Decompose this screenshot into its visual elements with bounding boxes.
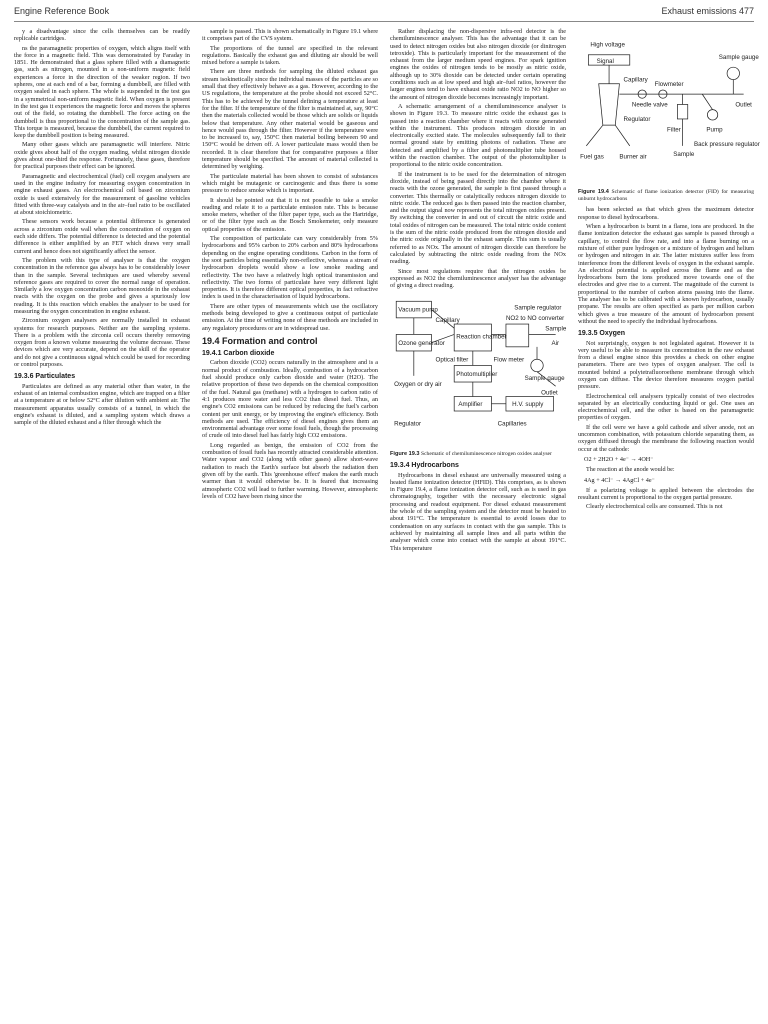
paragraph: Since most regulations require that the nitrogen oxides be expressed as NO2 the chemiluminescence analyser has the advantage of giving a direct reading. [390, 267, 566, 290]
diagram-label: NO2 to NO converter [505, 315, 565, 323]
diagram-label: Flowmeter [654, 80, 684, 88]
paragraph: If a polarizing voltage is applied between the electrodes the resultant current is proportional to the oxygen partial pressure. [578, 486, 754, 502]
column-4 [578, 28, 760, 1016]
diagram-label: Vacuum pump [398, 307, 438, 315]
header-left: Engine Reference Book [14, 6, 110, 16]
paragraph: Paramagnetic and electrochemical (fuel) cell oxygen analysers are used in the engine industry for measuring oxygen concentration in engine exhaust gases. An electrochemical cell based on zirconium oxide is used extensively for the measurement of gasoline vehicles fitted with three-way catalysts and in the air–fuel ratio to be oscillated at about stoichiometric. [14, 172, 190, 217]
paragraph: The proportions of the tunnel are specified in the relevant regulations. Basically the exhaust gas and diluting air should be well mixed before a sample is taken. [202, 44, 378, 67]
paragraph: y a disadvantage since the cells themselves can be readily replicable cartridges. [14, 28, 190, 43]
text-columns [14, 28, 760, 1016]
filter-box [677, 104, 687, 118]
section-heading: 19.4 Formation and control [202, 335, 318, 346]
subsection-heading: 19.4.1 Carbon dioxide [202, 350, 275, 358]
figure-label: Figure 19.3 [390, 450, 420, 457]
diagram-label: Optical filter [435, 356, 469, 364]
figure-caption-text: Schematic of chemiluminescence nitrogen oxides analyser [420, 450, 552, 457]
paragraph: Many other gases which are paramagnetic will interfere. Nitric oxide gives about half of the oxygen reading, whilst nitrogen dioxide gives about one-third the response. Fortunately, these gases, therefore for practical purposes their effect can be ignored. [14, 141, 190, 171]
diagram-label: Sample [673, 151, 695, 159]
diagram-label: Fuel gas [580, 153, 604, 161]
paragraph: If the cell were we have a gold cathode and silver anode, not an uncommon combination, with potassium chloride separating them, as oxygen diffused through the membrane the following reaction would occur at the cathode: [578, 423, 754, 453]
paragraph: The composition of particulate can vary considerably from 5% hydrocarbons and 95% carbon to 20% carbon and 80% hydrocarbons depending on the engine operating conditions. Carbon in the form of the soot particles being essentially non-reflective, whereas a stream of hydrocarbon droplets would show a low smoke reading and reflectivity. The two have a relatively high optical transmission and reflectivity. The two forms of particulate have very different light properties. It is therefore different optical properties, in fact refractive index is used in the characterisation of liquid hydrocarbons. [202, 235, 378, 301]
paragraph: Particulates are defined as any material other than water, in the exhaust of an internal combustion engine, which are trapped on a filter at a temperature at or below 52°C after dilution with ambient air. The measurement apparatus usually consists of a tunnel, in which the engine's exhaust is diluted, and a sampling system which draws a sample of the diluted exhaust and a filter through which the [14, 382, 190, 427]
paragraph: has been selected as that which gives the maximum detector response to diesel hydrocarbons. [578, 206, 754, 221]
paragraph: It should be pointed out that it is not possible to take a smoke reading and relate it to a particulate emission rate. This is because smoke meters, whether of the filter paper type, such as the Hartridge, or of the filter type such as the Bosch Smokemeter, only measure optical properties of the emission. [202, 196, 378, 233]
diagram-label: Capillaries [497, 420, 527, 428]
section-heading: 19.3.6 Particulates [14, 373, 76, 381]
figure-label: Figure 19.4 [578, 189, 609, 196]
paragraph: ns the paramagnetic properties of oxygen, which aligns itself with the force in a magnetic field. This was demonstrated by Faraday in 1851. He demonstrated that a glass sphere filled with a diamagnetic gas, such as nitrogen, mounted in a non-uniform magnetic field experiences a force in the direction of the weaker region. If two spheres, one at each end of a bar, forming a dumbbell, are filled with oxygen sealed in each sphere. The whole is suspended in the test gas in a symmetrical non-uniform magnetic field. When oxygen is present in the test gas it experiences the magnetic force and moves the spheres out of the field, so rotating the dumbbell. The force acting on the dumbbell is thus proportional to the concentration of the sample gas. This torque is measured, because the dumbbell, the current required to keep the dumbbell position is being measured. [14, 44, 190, 140]
paragraph: The particulate material has been shown to consist of substances which might be mutagenic or carcinogenic and thus there is some pressure to reduce smoke which is important. [202, 172, 378, 195]
paragraph: Long regarded as benign, the emission of CO2 from the combustion of fossil fuels has recently attracted considerable attention. Water vapour and CO2 (along with other gases) allow short-wave radiation to reach the Earth's surface but absorb the radiation then given off by the earth. This 'greenhouse effect' makes the earth much warmer than it would otherwise be. It is feared that increasing atmospheric CO2 will lead to further warming. However, atmospheric levels of CO2 have been rising since the [202, 441, 378, 500]
paragraph: If the instrument is to be used for the determination of nitrogen dioxide, instead of being passed directly into the chamber where it reacts with the ozone generated, the sample is first passed through a converter. This thermally or catalytically reduces nitrogen dioxide to nitric oxide. The reduced gas is then passed into the reaction chamber, and the output signal now represents the total nitrogen oxides present. By switching the converter in and out of circuit the nitric oxide and total oxides of nitrogen can be measured. The total nitric oxide content is the sum of the nitric oxide produced from the nitrogen dioxide and the nitric oxide originally in the exhaust sample. This sum is usually referred to as NOx. The amount of nitrogen dioxide can therefore be calculated by subtracting the nitric oxide reading from the NOx reading. [390, 170, 566, 266]
figure-19-4 [578, 32, 760, 202]
diagram-label: Sample regulator [514, 304, 562, 312]
paragraph: Zirconium oxygen analysers are normally installed in exhaust systems for research purposes. Neither are the sampling systems. There is a problem with the zirconia cell occurs thereby removing oxygen from a known volume measuring the volume decrease. These devices which are very accurate, depend on the skill of the operator and do not give a continuous signal which could be used for recording or control purposes. [14, 317, 190, 369]
diagram-label: Regulator [623, 116, 651, 124]
section-heading: 19.3.4 Hydrocarbons [390, 462, 459, 470]
paragraph: The reaction at the anode would be: [586, 466, 675, 474]
diagram-label: Reaction chamber [456, 333, 507, 341]
paragraph: Not surprisingly, oxygen is not legislated against. However it is very useful to be able to measure its concentration in the raw exhaust from a diesel engine since this provides a check on other engine parameters. There are two types of oxygen analyser. The cell is mounted behind a polytetrafluoroethene membrane through which oxygen can diffuse. The device therefore measures oxygen partial pressure. [578, 339, 754, 391]
diagram-label: Photomultiplier [456, 371, 498, 379]
sample-gauge-circle [531, 360, 543, 372]
diagram-label: Filter [667, 126, 681, 134]
burner-body [599, 84, 620, 125]
running-head [14, 6, 754, 20]
paragraph: A schematic arrangement of a chemiluminescence analyser is shown in Figure 19.3. To measure nitric oxide the exhaust gas is passed into a reaction chamber where it reacts with ozone generated within the instrument. This produces nitrogen dioxide in an electronically excited state. The molecules subsequently fall to their normal ground state by emitting photons of radiation. These are detected and amplified by a filter and photomultiplier tube housed within the reaction chamber. The output of the photomultiplier is proportional to the nitric oxide concentration. [390, 102, 566, 169]
diagram-label: Pump [706, 126, 723, 134]
diagram-label: Ozone generator [398, 340, 445, 348]
gauge-circle [727, 67, 739, 79]
equation: O2 + 2H2O + 4e⁻ → 4OH⁻ [584, 455, 654, 463]
figure-19-3 [390, 293, 566, 457]
diagram-label: Sample [545, 325, 567, 333]
diagram-label: Air [551, 340, 560, 348]
paragraph: There are other types of measurements which use the oscillatory methods being developed to give a continuous output of particulate emission. At the time of writing none of these methods are included in any regulatory procedures or are in widespread use. [202, 302, 378, 332]
diagram-label: Outlet [735, 101, 752, 109]
diagram-label: Regulator [394, 420, 422, 428]
fid-diagram [578, 32, 760, 187]
diagram-label: Needle valve [631, 101, 668, 109]
figure-caption [390, 451, 566, 458]
diagram-label: Flow meter [493, 356, 525, 364]
diagram-label: Signal [596, 58, 614, 66]
diagram-label: Sample gauge [718, 53, 759, 61]
paragraph: These sensors work because a potential difference is generated across a zirconium oxide wall when the concentration of oxygen on each side differs. The potential difference is detected and the potential difference is either amplified by an FET which draws very small current and hence does not significantly affect the sensor. [14, 218, 190, 255]
diagram-label: Capillary [623, 76, 648, 84]
chemiluminescence-diagram [390, 293, 566, 448]
section-heading: 19.3.5 Oxygen [578, 330, 626, 338]
paragraph: The problem with this type of analyser is that the oxygen concentration in the reference gas always has to be considerably lower than in the sample. Several techniques are used whereby several reference gases are required to cover the normal range of operation. Similarly a low oxygen concentration carbon monoxide in the exhaust reacts with the oxygen on the probe and gives a spuriously low reading. It is this reaction which enables the analyser to be used for measuring the oxygen concentration in engine exhaust. [14, 256, 190, 315]
pump-circle [707, 110, 717, 120]
diagram-label: Sample gauge [524, 375, 565, 383]
paragraph: Carbon dioxide (CO2) occurs naturally in the atmosphere and is a normal product of combustion. Ideally, combustion of a hydrocarbon fuel should produce only carbon dioxide and water (H2O). The relative proportion of these two depends on the chemical composition of the fuel. Natural gas (methane) with a hydrogen to carbon ratio of 4:1 produces more water and less CO2 than diesel fuel. Thus, an engine's CO2 emissions can be reduced by reducing the fuel's carbon content per unit energy, or by improving the engine's efficiency. Both methods are used. The efficiency of diesel engines gives them an environmental advantage over some fossil fuels, though the processing of crude oil into diesel fuel has fairly high CO2 emissions. [202, 359, 378, 440]
diagram-label: Outlet [541, 389, 558, 397]
equation: 4Ag + 4Cl⁻ → 4AgCl + 4e⁻ [584, 476, 655, 484]
header-rule [14, 21, 754, 22]
column-2 [202, 28, 378, 1016]
figure-caption [578, 189, 754, 202]
paragraph: Hydrocarbons in diesel exhaust are universally measured using a heated flame ionization detector (HFID). This comprises, as is shown in Figure 19.4, a flame ionization detector cell, such as is used in gas chromatography, together with the necessary electronic signal processing and readout equipment. For diesel exhaust measurement the whole of the sampling system and the detector must be heated to about 191°C. The temperature is essential to avoid losses due to condensation on any surfaces in contact with the gas sample. This is achieved by maintaining all sample lines and all parts within the analyser which come into contact with the sample at about 191°C. This temperature [390, 471, 566, 552]
diagram-label: H.V. supply [512, 401, 544, 409]
paragraph: When a hydrocarbon is burnt in a flame, ions are produced. In the flame ionization detector the exhaust gas sample is passed through a capillary, to control the flow rate, and into a flame burning on a mixture of either pure hydrogen or a mixture of hydrogen and helium or hydrogen and nitrogen in air. The latter mixtures suffer less from interference from the different levels of oxygen in the exhaust sample. An electrical potential is applied across the flame and as the hydrocarbons burn the ions produced move towards one of the electrodes and give rise to a current. The magnitude of the current is proportional to the number of carbon atoms passing into the flame. The analyser has to be calibrated with a known hydrocarbon, usually propane. The results are often specified as parts per million carbon which gives a true measure of the amount of hydrocarbon present without the need to specify the individual hydrocarbons. [578, 223, 754, 325]
paragraph: Electrochemical cell analysers typically consist of two electrodes separated by an electrically conducting liquid or gel. One uses an electrochemical cell, and the other is based on the paramagnetic properties of oxygen. [578, 392, 754, 422]
column-3 [390, 28, 566, 1016]
diagram-label: High voltage [590, 41, 625, 49]
diagram-label: Burner air [619, 153, 647, 161]
diagram-label: Amplifier [458, 401, 483, 409]
figure-caption-text: Schematic of flame ionization detector (FID) for measuring unburnt hydrocarbons [578, 189, 754, 202]
paragraph: There are three methods for sampling the diluted exhaust gas stream isokinetically since the individual masses of the particles are so small that they effectively behave as a gas. However, according to the US regulations, the temperature at the probe should not exceed 52°C. This has to be achieved by the tunnel defining a temperature at least for the filter. If the temperature of the filter is maintained at, say, 90°C then the materials collected would be those which are solids or liquids below that temperature. Any other material would be gaseous and hence would pass through the filter. However if the temperature were to be increased to, say, 150°C then material boiling between 90 and 150°C would be driven off. A lower particulate mass would then be recorded. It is clear therefore that for comparative purposes a filter temperature should be specified. The amount of material collected is determined by weighing. [202, 68, 378, 171]
converter-box [506, 324, 529, 347]
paragraph: sample is passed. This is shown schematically in Figure 19.1 where it comprises part of the CVS system. [202, 28, 378, 43]
diagram-label: Back pressure regulator [693, 140, 760, 148]
diagram-label: Capillary [435, 317, 460, 325]
header-right: Exhaust emissions 477 [661, 6, 754, 16]
diagram-label: Oxygen or dry air [394, 381, 442, 389]
paragraph: Rather displacing the non-dispersive infra-red detector is the chemiluminescence analyser. This has the advantage that it can be used to detect nitrogen oxides but also nitrogen dioxide (or dinitrogen tetroxide). This is particularly important for the measurement of the exhaust from the larger medium speed engines. For spark ignition engines the oxides of nitrogen tends to be mostly as nitric oxide, although up to 30% dioxide can be detected under certain operating conditions such as at low speed and high air–fuel ratios, however the larger engines tend to have exhaust oxide ratio NO2 to NO higher so the amount of nitrogen dioxide becomes increasingly important. [390, 28, 566, 101]
paragraph: Clearly electrochemical cells are consumed. This is not [586, 503, 723, 511]
column-1 [14, 28, 190, 1016]
